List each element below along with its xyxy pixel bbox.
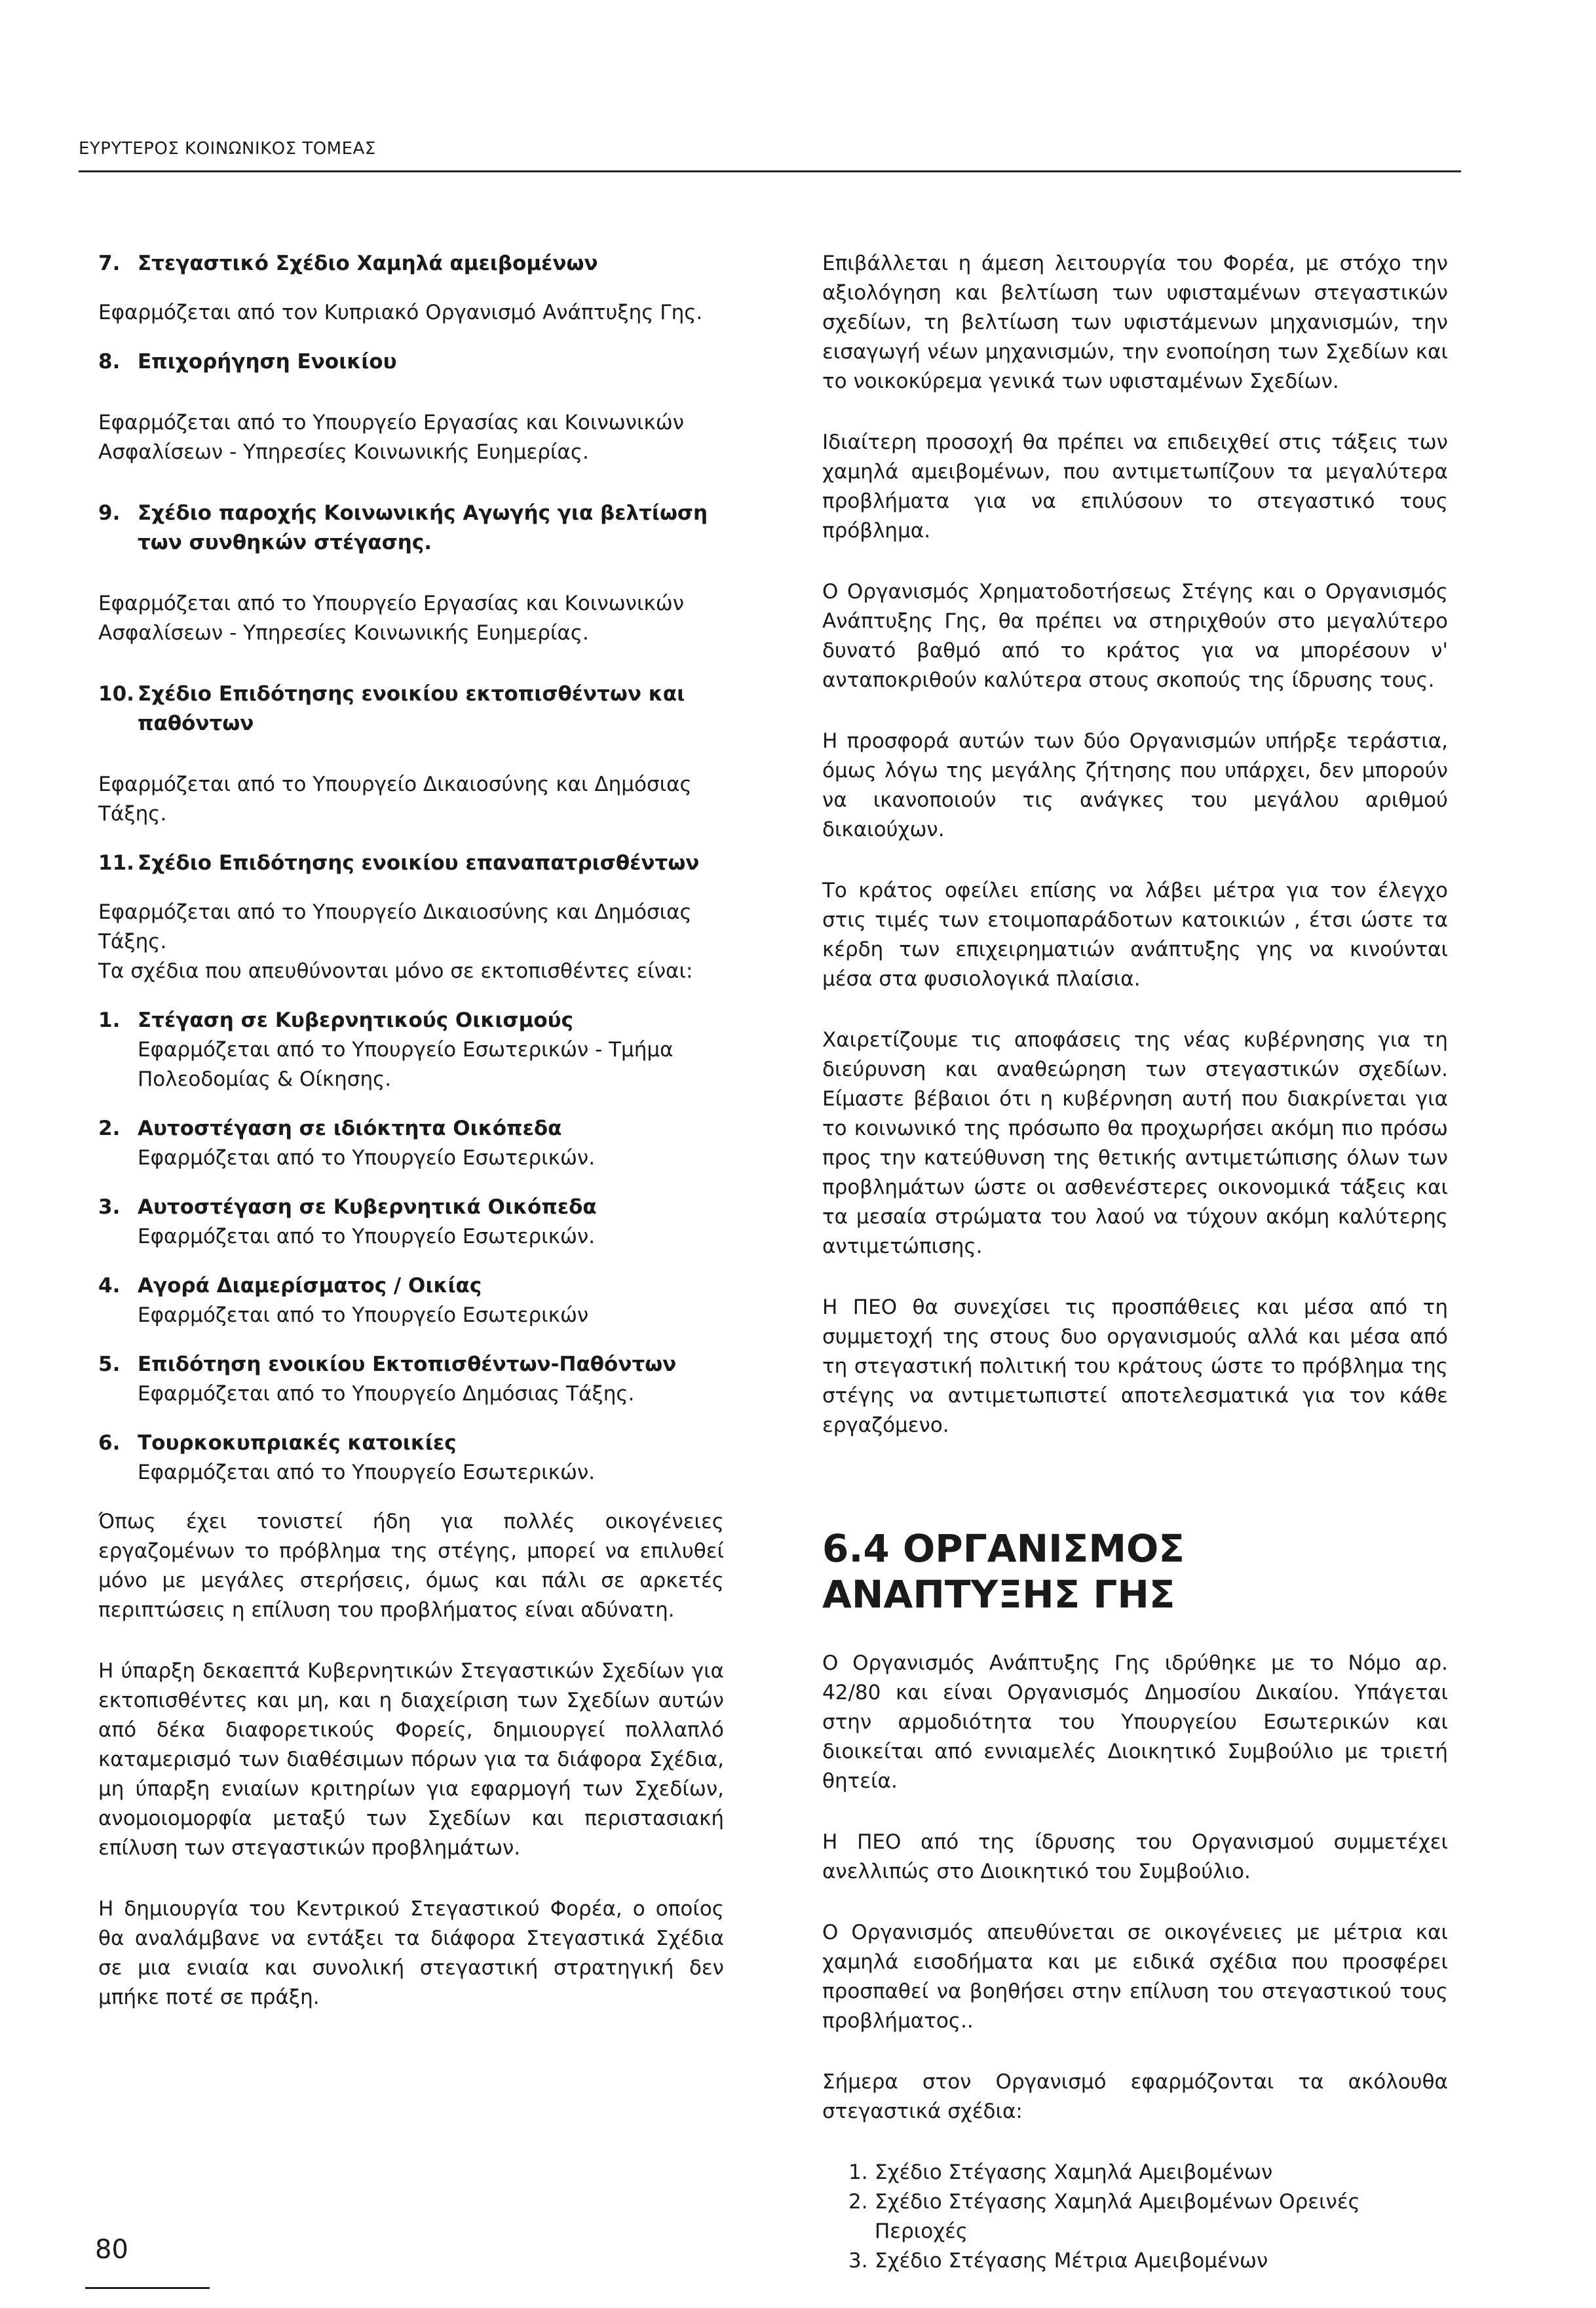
item-7-body: Εφαρμόζεται από τον Κυπριακό Οργανισμό Ανάπτυξης Γης.	[98, 301, 703, 324]
paragraph: Σήμερα στον Οργανισμό εφαρμόζονται τα ακόλουθα στεγαστικά σχέδια:	[822, 2070, 1448, 2123]
footer-rule	[85, 2287, 210, 2289]
item-title: Αγορά Διαμερίσματος / Οικίας	[138, 1274, 482, 1298]
item-9-body: Εφαρμόζεται από το Υπουργείο Εργασίας και Κοινωνικών Ασφαλίσεων - Υπηρεσίες Κοινωνικής Ευημερίας.	[98, 592, 685, 645]
list-item	[98, 1271, 724, 1330]
displaced-intro: Τα σχέδια που απευθύνονται μόνο σε εκτοπισθέντες είναι:	[98, 959, 693, 983]
paragraph: Η ΠΕΟ θα συνεχίσει τις προσπάθειες και μέσα από τη συμμετοχή της στους δυο οργανισμούς αλλά και μέσα από τη στεγαστική πολιτική του κράτους ώστε το πρόβλημα της στέγης να αντιμετωπιστεί αποτελεσματικά για τον κάθε εργαζόμενο.	[822, 1296, 1448, 1437]
item-9-heading	[98, 499, 724, 558]
running-head: ΕΥΡΥΤΕΡΟΣ ΚΟΙΝΩΝΙΚΟΣ ΤΟΜΕΑΣ	[79, 139, 376, 159]
item-title: Τουρκοκυπριακές κατοικίες	[138, 1431, 457, 1455]
item-text: Σχέδιο Στέγασης Χαμηλά Αμειβομένων Ορεινές Περιοχές	[875, 2190, 1360, 2243]
page-number: 80	[95, 2235, 128, 2265]
left-column	[98, 249, 724, 2012]
right-column	[822, 249, 1448, 2276]
item-title: Σχέδιο Επιδότησης ενοικίου επαναπατρισθέντων	[138, 851, 700, 875]
item-title: Στεγαστικό Σχέδιο Χαμηλά αμειβομένων	[138, 252, 598, 275]
paragraph: Ιδιαίτερη προσοχή θα πρέπει να επιδειχθεί στις τάξεις των χαμηλά αμειβομένων, που αντιμετωπίζουν τα μεγαλύτερα προβλήματα για να επιλύσουν το στεγαστικό τους πρόβλημα.	[822, 431, 1448, 543]
item-title: Αυτοστέγαση σε Κυβερνητικά Οικόπεδα	[138, 1195, 597, 1219]
list-item	[98, 1429, 724, 1488]
list-item	[98, 1193, 724, 1252]
item-11-body: Εφαρμόζεται από το Υπουργείο Δικαιοσύνης και Δημόσιας Τάξης.	[98, 900, 692, 953]
paragraph: Η ύπαρξη δεκαεπτά Κυβερνητικών Στεγαστικών Σχεδίων για εκτοπισθέντες και μη, και η διαχείριση των Σχεδίων αυτών από δέκα διαφορετικούς Φορείς, δημιουργεί πολλαπλό καταμερισμό των διαθέσιμων πόρων για τα διάφορα Σχέδια, μη ύπαρξη ενιαίων κριτηρίων για εφαρμογή των Σχεδίων, ανομοιομορφία μεταξύ των Σχεδίων και περιστασιακή επίλυση των στεγαστικών προβλημάτων.	[98, 1659, 724, 1860]
item-body: Εφαρμόζεται από το Υπουργείο Εσωτερικών	[138, 1303, 589, 1327]
item-number: 11.	[98, 851, 134, 875]
list-item	[98, 1350, 724, 1409]
paragraph: Επιβάλλεται η άμεση λειτουργία του Φορέα, με στόχο την αξιολόγηση και βελτίωση των υφισταμένων στεγαστικών σχεδίων, τη βελτίωση των υφιστάμενων μηχανισμών, την εισαγωγή νέων μηχανισμών, την ενοποίηση των Σχεδίων και το νοικοκύρεμα γενικά των υφισταμένων Σχεδίων.	[822, 252, 1448, 393]
item-number: 10.	[98, 682, 134, 706]
item-10-body: Εφαρμόζεται από το Υπουργείο Δικαιοσύνης και Δημόσιας Τάξης.	[98, 773, 692, 826]
item-number: 1.	[98, 1009, 121, 1032]
item-number: 3.	[848, 2249, 868, 2273]
item-text: Σχέδιο Στέγασης Μέτρια Αμειβομένων	[875, 2249, 1268, 2273]
list-item	[848, 2158, 1448, 2187]
item-title: Επιδότηση ενοικίου Εκτοπισθέντων-Παθόντων	[138, 1353, 677, 1376]
paragraph: Ο Οργανισμός Ανάπτυξης Γης ιδρύθηκε με το Νόμο αρ. 42/80 και είναι Οργανισμός Δημοσίου Δικαίου. Υπάγεται στην αρμοδιότητα του Υπουργείου Εσωτερικών και διοικείται από εννιαμελές Διοικητικό Συμβούλιο με τριετή θητεία.	[822, 1651, 1448, 1793]
header-rule	[79, 170, 1461, 172]
list-item	[98, 1006, 724, 1094]
item-title: Αυτοστέγαση σε ιδιόκτητα Οικόπεδα	[138, 1117, 562, 1140]
item-number: 9.	[98, 501, 121, 525]
paragraph: Η προσφορά αυτών των δύο Οργανισμών υπήρξε τεράστια, όμως λόγω της μεγάλης ζήτησης που υπάρχει, δεν μπορούν να ικανοποιούν τις ανάγκες του μεγάλου αριθμού δικαιούχων.	[822, 729, 1448, 841]
item-body: Εφαρμόζεται από το Υπουργείο Εσωτερικών - Τμήμα Πολεοδομίας & Οίκησης.	[138, 1038, 674, 1091]
item-number: 2.	[848, 2190, 868, 2214]
item-text: Σχέδιο Στέγασης Χαμηλά Αμειβομένων	[875, 2161, 1273, 2184]
item-title: Επιχορήγηση Ενοικίου	[138, 350, 397, 374]
item-body: Εφαρμόζεται από το Υπουργείο Εσωτερικών.	[138, 1461, 596, 1484]
item-7-heading	[98, 249, 724, 279]
paragraph: Ο Οργανισμός απευθύνεται σε οικογένειες με μέτρια και χαμηλά εισοδήματα και με ειδικά σχέδια που προσφέρει προσπαθεί να βοηθήσει στην επίλυση του στεγαστικού τους προβλήματος..	[822, 1921, 1448, 2033]
item-number: 4.	[98, 1274, 121, 1298]
item-8-heading	[98, 347, 724, 377]
item-number: 2.	[98, 1117, 121, 1140]
paragraph: Το κράτος οφείλει επίσης να λάβει μέτρα για τον έλεγχο στις τιμές των ετοιμοπαράδοτων κατοικιών , έτσι ώστε τα κέρδη των επιχειρηματιών ανάπτυξης γης να κινούνται μέσα στα φυσιολογικά πλαίσια.	[822, 879, 1448, 991]
item-body: Εφαρμόζεται από το Υπουργείο Εσωτερικών.	[138, 1225, 596, 1248]
item-title: Σχέδιο Επιδότησης ενοικίου εκτοπισθέντων και παθόντων	[138, 682, 685, 735]
item-number: 8.	[98, 350, 121, 374]
item-8-body: Εφαρμόζεται από το Υπουργείο Εργασίας και Κοινωνικών Ασφαλίσεων - Υπηρεσίες Κοινωνικής Ευημερίας.	[98, 411, 685, 464]
item-10-heading	[98, 680, 724, 739]
item-11-heading	[98, 849, 724, 878]
item-title: Σχέδιο παροχής Κοινωνικής Αγωγής για βελτίωση των συνθηκών στέγασης.	[138, 501, 708, 554]
paragraph: Η ΠΕΟ από της ίδρυσης του Οργανισμού συμμετέχει ανελλιπώς στο Διοικητικό του Συμβούλιο.	[822, 1830, 1448, 1883]
section-title: 6.4 ΟΡΓΑΝΙΣΜΟΣ ΑΝΑΠΤΥΞΗΣ ΓΗΣ	[822, 1526, 1185, 1617]
item-number: 6.	[98, 1431, 121, 1455]
displaced-plans-list	[98, 1006, 724, 1488]
item-title: Στέγαση σε Κυβερνητικούς Οικισμούς	[138, 1009, 573, 1032]
list-item	[848, 2187, 1448, 2246]
paragraph: Ο Οργανισμός Χρηματοδοτήσεως Στέγης και ο Οργανισμός Ανάπτυξης Γης, θα πρέπει να στηριχθούν στο μεγαλύτερο δυνατό βαθμό από το κράτος για να μπορέσουν ν' ανταποκριθούν καλύτερα στους σκοπούς της ίδρυσης τους.	[822, 580, 1448, 692]
item-number: 1.	[848, 2161, 868, 2184]
item-number: 7.	[98, 252, 121, 275]
list-item	[98, 1114, 724, 1173]
item-number: 3.	[98, 1195, 121, 1219]
paragraph: Η δημιουργία του Κεντρικού Στεγαστικού Φορέα, ο οποίος θα αναλάμβανε να εντάξει τα διάφορα Στεγαστικά Σχέδια σε μια ενιαία και συνολική στεγαστική στρατηγική δεν μπήκε ποτέ σε πράξη.	[98, 1897, 724, 2009]
paragraph: Όπως έχει τονιστεί ήδη για πολλές οικογένειες εργαζομένων το πρόβλημα της στέγης, μπορεί να επιλυθεί μόνο με μεγάλες στερήσεις, όμως και πάλι σε αρκετές περιπτώσεις η επίλυση του προβλήματος είναι αδύνατη.	[98, 1510, 724, 1622]
item-body: Εφαρμόζεται από το Υπουργείο Δημόσιας Τάξης.	[138, 1382, 635, 1406]
item-number: 5.	[98, 1353, 121, 1376]
housing-plans-list	[822, 2158, 1448, 2276]
item-body: Εφαρμόζεται από το Υπουργείο Εσωτερικών.	[138, 1146, 596, 1170]
list-item	[848, 2246, 1448, 2276]
paragraph: Χαιρετίζουμε τις αποφάσεις της νέας κυβέρνησης για τη διεύρυνση και αναθεώρηση των στεγαστικών σχεδίων. Είμαστε βέβαιοι ότι η κυβέρνηση αυτή που διακρίνεται για το κοινωνικό της πρόσωπο θα προχωρήσει ακόμη πιο πρόσω προς την κατεύθυνση της θετικής αντιμετώπισης όλων των προβλημάτων ώστε οι ασθενέστερες οικονομικά τάξεις και τα μεσαία στρώματα του λαού να τύχουν ακόμη καλύτερης αντιμετώπισης.	[822, 1028, 1448, 1258]
